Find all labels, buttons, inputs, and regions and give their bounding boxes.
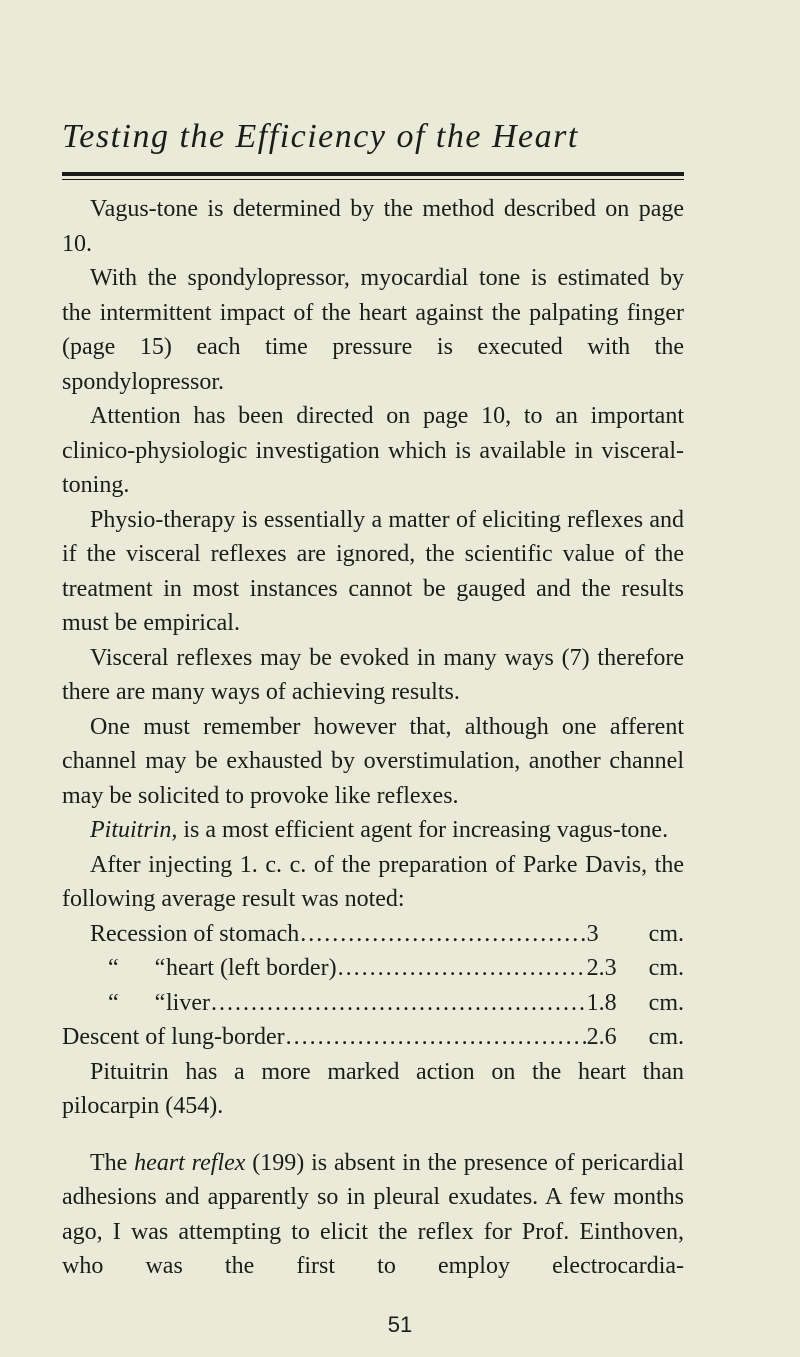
paragraph-heart-reflex xyxy=(62,1146,684,1284)
dot-leader xyxy=(337,951,587,986)
pituitrin-term: Pituitrin, xyxy=(90,817,178,843)
result-value: 3 xyxy=(586,920,599,947)
dot-leader xyxy=(299,917,586,952)
pituitrin-text: is a most efficient agent for increasing vagus-tone. xyxy=(177,817,669,843)
table-row xyxy=(90,951,684,986)
heart-reflex-text: (199) is absent in the presence of pericardial adhesions and apparently so in pleural exudates. A few months ago, I was attempting to elicit the reflex for Prof. Einthoven, who was the first to employ electrocardia- xyxy=(62,1149,685,1279)
paragraph-visceral-toning: Attention has been directed on page 10, to an important clinico-physiologic investigation which is available in visceral-toning. xyxy=(62,403,684,498)
table-row xyxy=(62,1020,684,1055)
result-value: 2.6 xyxy=(586,1024,617,1050)
paragraph-injection: After injecting 1. c. c. of the preparation of Parke Davis, the following average result was noted: xyxy=(62,851,684,912)
result-label: Recession of stomach xyxy=(90,920,300,947)
paragraph-visceral-reflexes: Visceral reflexes may be evoked in many ways (7) therefore there are many ways of achieving results. xyxy=(62,644,684,705)
heart-reflex-term: heart reflex xyxy=(134,1149,246,1176)
heart-reflex-lead: The xyxy=(90,1149,135,1176)
result-label: heart (left border) xyxy=(166,955,337,981)
ditto-marks: “ “ xyxy=(108,989,166,1016)
table-row xyxy=(90,917,684,952)
header-rule-thin xyxy=(62,179,684,180)
result-unit: cm. xyxy=(648,1024,684,1050)
result-label: liver xyxy=(166,989,210,1016)
paragraph-vagus-tone: Vagus-tone is determined by the method described on page 10. xyxy=(62,196,684,257)
result-label: Descent of lung-border xyxy=(62,1024,285,1050)
body-text xyxy=(62,192,684,1284)
header-rule-thick xyxy=(62,172,684,176)
result-unit: cm. xyxy=(648,989,684,1016)
result-value: 1.8 xyxy=(586,989,617,1016)
paragraph-pilocarpin: Pituitrin has a more marked action on the heart than pilocarpin (454). xyxy=(62,1058,684,1119)
table-row xyxy=(90,986,684,1021)
paragraph-physio-therapy: Physio-therapy is essentially a matter of eliciting reflexes and if the visceral reflexes are ignored, the scientific value of the treatment in most instances cannot be gauged and the results must be empirical. xyxy=(62,506,684,636)
running-header: Testing the Efficiency of the Heart xyxy=(62,118,579,155)
paragraph-spondylopressor: With the spondylopressor, myocardial tone is estimated by the intermittent impact of the heart against the palpating finger (page 15) each time pressure is executed with the spondylopressor. xyxy=(62,265,684,395)
dot-leader xyxy=(210,986,587,1021)
dot-leader xyxy=(285,1020,587,1055)
result-unit: cm. xyxy=(648,920,684,947)
paragraph-pituitrin xyxy=(62,813,684,848)
paragraph-afferent-channel: One must remember however that, although one afferent channel may be exhausted by overstimulation, another channel may be solicited to provoke like reflexes. xyxy=(62,713,684,809)
page-number: 51 xyxy=(387,1312,413,1337)
result-value: 2.3 xyxy=(586,955,617,981)
result-unit: cm. xyxy=(648,955,684,981)
ditto-marks: “ “ xyxy=(108,955,166,981)
results-table xyxy=(62,917,684,1021)
